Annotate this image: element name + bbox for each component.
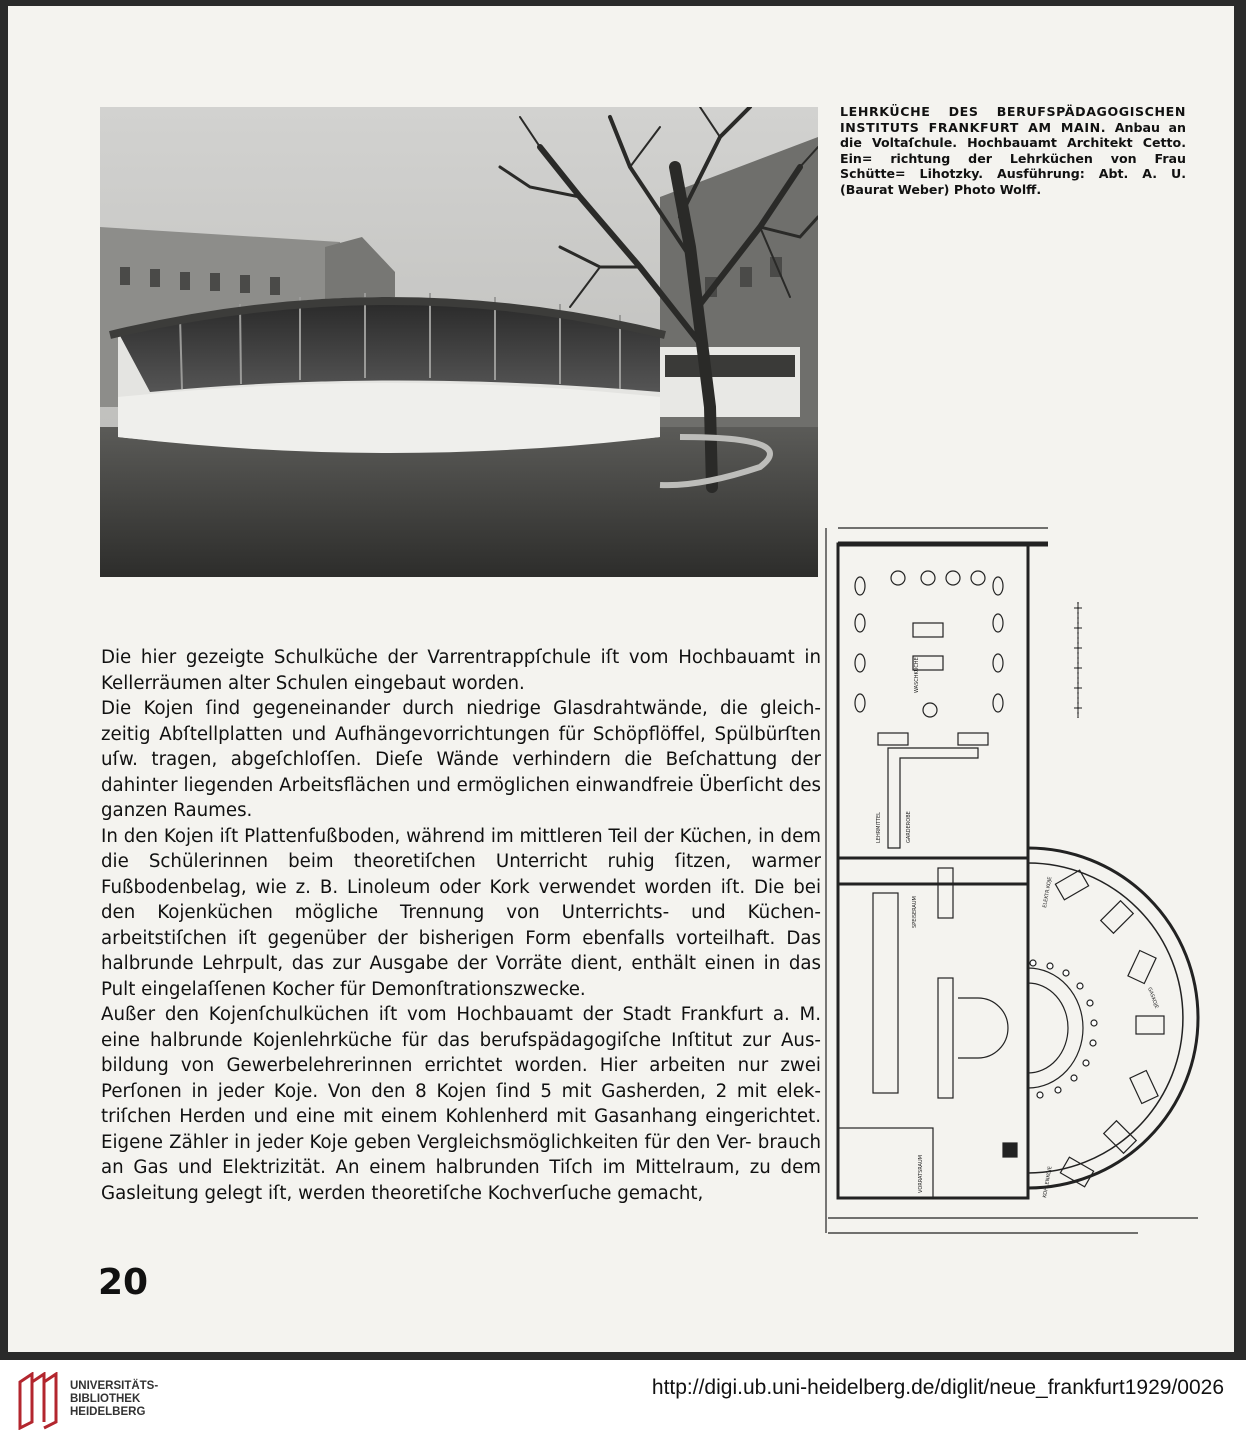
paragraph: In den Kojen iſt Plattenfußboden, während im mittleren Teil der Küchen, in dem die Schülerinnen beim theoretiſchen Unterricht ruhig ſitzen, warmer Fußbodenbelag, wie z. B. Linoleum oder Kork verwendet worden iſt. Die bei den Kojenküchen mögliche Trennung von Unterrichts- und Küchen- arbeitstiſchen iſt gegenüber der bisherigen Form ebenfalls vorteilhaft. Das halbrunde Lehrpult, das zur Ausgabe der Vorräte dient, enthält einen in das Pult eingelaſſenen Kocher für Demonſtrationszwecke. — [101, 825, 821, 1000]
paragraph: Außer den Kojenſchulküchen iſt vom Hochbauamt der Stadt Frankfurt a. M. eine halbrunde Kojenlehrküche für das berufspädagogiſche Inſtitut zur Aus- bildung von Gewerbelehrerinnen errichtet worden. Hier arbeiten nur zwei Perſonen in jeder Koje. Von den 8 Kojen ſind 5 mit Gasherden, 2 mit elek- triſchen Herden und eine mit einem Kohlenherd mit Gasanhang eingerichtet. Eigene Zähler in jeder Koje geben Vergleichsmöglichkeiten für den Ver- brauch an Gas und Elektrizität. An einem halbrunden Tiſch im Mittelraum, zu dem Gasleitung gelegt iſt, werden theoretiſche Kochverſuche gemacht, — [101, 1004, 821, 1204]
building-photograph — [100, 107, 818, 577]
label-vorratsraum: VORRATSRAUM — [918, 1155, 924, 1193]
library-name-line: HEIDELBERG — [70, 1406, 146, 1418]
page-number: 20 — [98, 1262, 149, 1303]
label-elektr-koje: ELEKTR.KOJE — [1042, 876, 1054, 909]
library-name-line: BIBLIOTHEK — [70, 1393, 141, 1405]
label-gaskoje: GASKOJE — [1146, 986, 1160, 1010]
caption-text: Anbau an die Voltaſchule. Hochbauamt Architekt Cetto. Ein= richtung der Lehrküchen von Frau Schütte= Lihotzky. Ausführung: Abt. A. U. (Baurat Weber) Photo Wolff. — [840, 119, 1186, 197]
paragraph: Die Kojen ſind gegeneinander durch niedrige Glasdrahtwände, die gleich- zeitig Abſtellplatten und Aufhängevorrichtungen für Schöpflöffel, Spülbürſten uſw. tragen, abgeſchloſſen. Dieſe Wände verhindern die Beſchattung der dahinter liegenden Arbeitsflächen und ermöglichen einwandfreie Überſicht des ganzen Raumes. — [101, 698, 821, 821]
library-logo-icon — [16, 1372, 60, 1430]
article-body — [101, 645, 821, 1206]
library-name — [70, 1380, 158, 1419]
source-url-link[interactable]: http://digi.ub.uni-heidelberg.de/diglit/neue_frankfurt1929/0026 — [651, 1376, 1224, 1399]
label-lehrmittel: LEHRMITTEL — [876, 812, 882, 843]
label-waschkueche: WASCHKÜCHE — [914, 657, 920, 693]
floor-plan — [818, 518, 1228, 1248]
digitization-footer — [0, 1360, 1246, 1447]
label-speiseraum: SPEISERAUM — [912, 896, 918, 928]
label-garderobe: GARDEROBE — [906, 811, 912, 843]
photo-caption — [840, 104, 1186, 197]
label-kohlenkoje: KOHLENKOJE — [1042, 1165, 1054, 1199]
paragraph: Die hier gezeigte Schulküche der Varrentrappſchule iſt vom Hochbauamt in Kellerräumen alter Schulen eingebaut worden. — [101, 647, 821, 694]
library-name-line: UNIVERSITÄTS- — [70, 1380, 159, 1392]
caption-heading: LEHRKÜCHE DES BERUFSPÄDAGOGISCHEN INSTITUTS FRANKFURT AM MAIN. — [840, 104, 1186, 135]
